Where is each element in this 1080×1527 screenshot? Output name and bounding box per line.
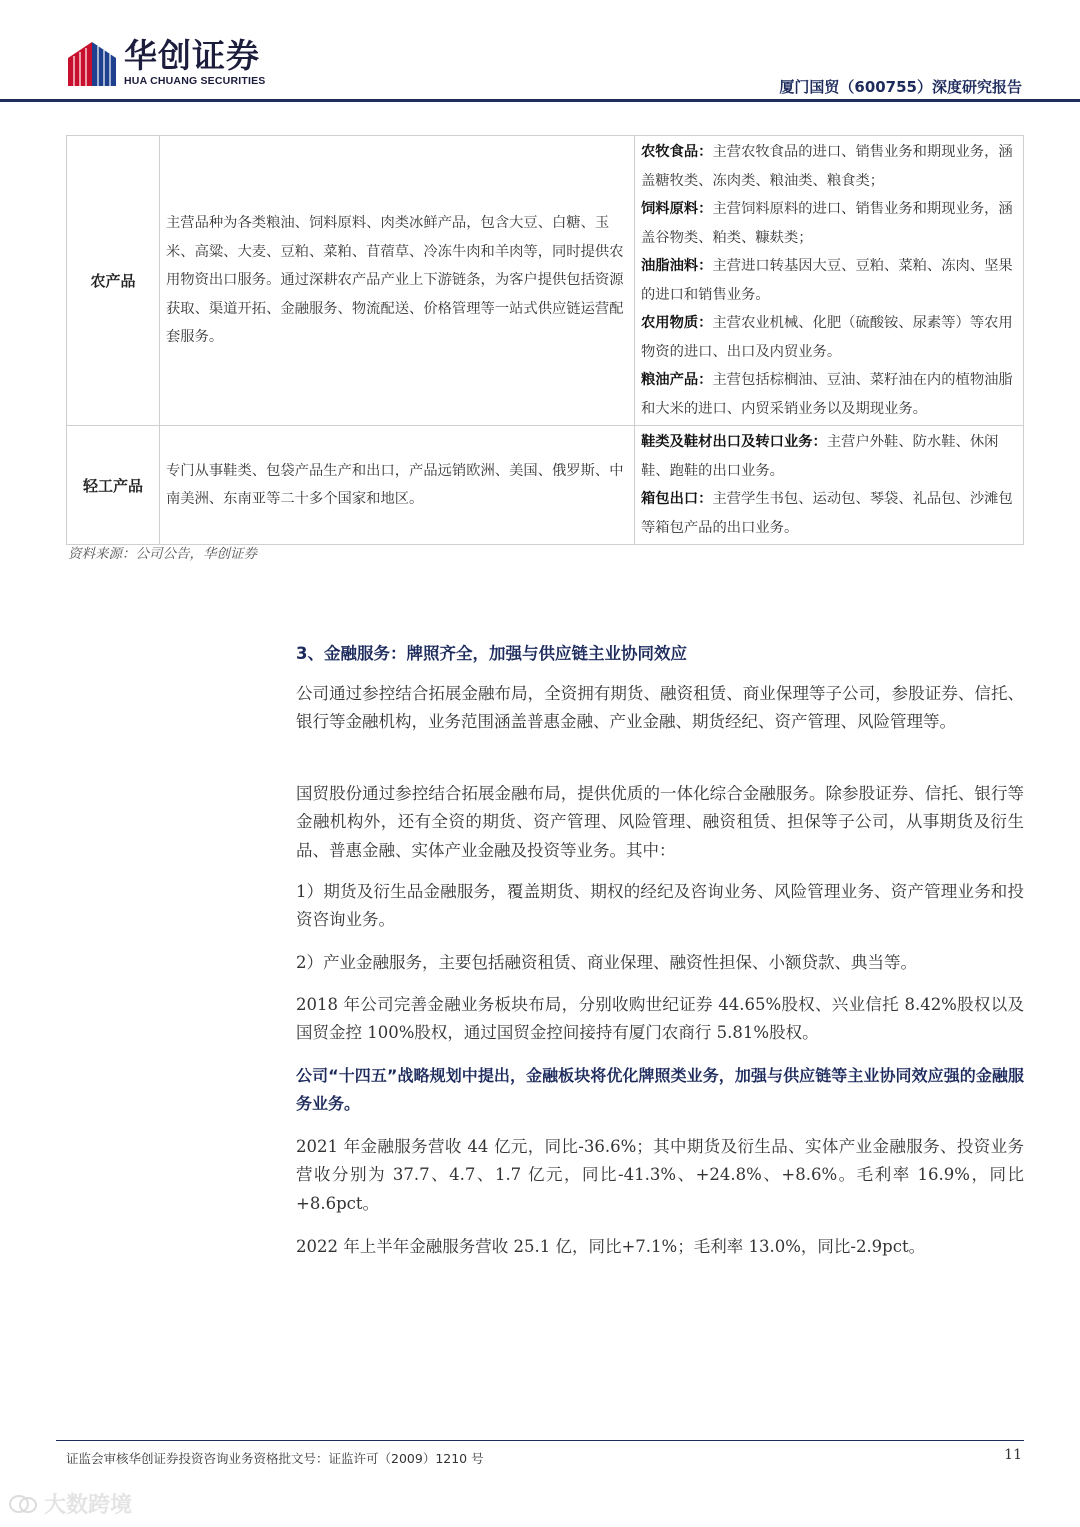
- details-cell: [635, 426, 1024, 545]
- category-cell: 农产品: [67, 136, 160, 426]
- paragraph: 2018 年公司完善金融业务板块布局，分别收购世纪证券 44.65%股权、兴业信托 8.42%股权以及国贸金控 100%股权，通过国贸金控间接持有厦门农商行 5.81%股权。: [296, 995, 1024, 1043]
- table-row: [67, 136, 1024, 426]
- paragraph: 2）产业金融服务，主要包括融资租赁、商业保理、融资性担保、小额贷款、典当等。: [296, 953, 917, 972]
- category-cell: 轻工产品: [67, 426, 160, 545]
- page-number: 11: [1004, 1447, 1022, 1463]
- paragraph: 1）期货及衍生品金融服务，覆盖期货、期权的经纪及咨询业务、风险管理业务、资产管理业务和投资咨询业务。: [296, 882, 1024, 930]
- watermark-text: 大数跨境: [44, 1493, 133, 1518]
- detail-item: 粮油产品：主营包括棕榈油、豆油、菜籽油在内的植物油脂和大米的进口、内贸采销业务以及期现业务。: [641, 372, 1013, 417]
- paragraph: 国贸股份通过参控结合拓展金融布局，提供优质的一体化综合金融服务。除参股证券、信托、银行等金融机构外，还有全资的期货、资产管理、风险管理、融资租赁、担保等子公司，从事期货及衍生品、普惠金融、实体产业金融及投资等业务。其中：: [296, 784, 1024, 860]
- business-table: [66, 135, 1024, 545]
- watermark-icon: [8, 1492, 38, 1516]
- detail-item: 油脂油料：主营进口转基因大豆、豆粕、菜粕、冻肉、坚果的进口和销售业务。: [641, 258, 1013, 303]
- detail-item: 饲料原料：主营饲料原料的进口、销售业务和期现业务，涵盖谷物类、粕类、糠麸类；: [641, 201, 1013, 246]
- hua-chuang-logo-icon: [68, 38, 116, 86]
- paragraph: 2021 年金融服务营收 44 亿元，同比-36.6%；其中期货及衍生品、实体产业金融服务、投资业务营收分别为 37.7、4.7、1.7 亿元，同比-41.3%、+24.8%、+8.6%。毛利率 16.9%，同比+8.6pct。: [296, 1137, 1024, 1213]
- footer-divider: [56, 1440, 1024, 1441]
- header-divider: [0, 99, 1080, 102]
- description-cell: 主营品种为各类粮油、饲料原料、肉类冰鲜产品，包含大豆、白糖、玉米、高粱、大麦、豆粕、菜粕、苜蓿草、冷冻牛肉和羊肉等，同时提供农用物资出口服务。通过深耕农产品产业上下游链条，为客户提供包括资源获取、渠道开拓、金融服务、物流配送、价格管理等一站式供应链运营配套服务。: [160, 136, 635, 426]
- logo-english: HUA CHUANG SECURITIES: [124, 75, 266, 87]
- report-title: 厦门国贸（600755）深度研究报告: [779, 78, 1022, 96]
- section-title: 3、金融服务：牌照齐全，加强与供应链主业协同效应: [296, 644, 687, 663]
- details-cell: [635, 136, 1024, 426]
- table-row: [67, 426, 1024, 545]
- paragraph: 2022 年上半年金融服务营收 25.1 亿，同比+7.1%；毛利率 13.0%，同比-2.9pct。: [296, 1237, 926, 1256]
- watermark: [8, 1488, 132, 1519]
- page-header: [0, 0, 1080, 106]
- detail-item: 农牧食品：主营农牧食品的进口、销售业务和期现业务，涵盖糖牧类、冻肉类、粮油类、粮食类；: [641, 144, 1013, 189]
- table-source: 资料来源：公司公告，华创证券: [68, 546, 257, 562]
- detail-item: 箱包出口：主营学生书包、运动包、琴袋、礼品包、沙滩包等箱包产品的出口业务。: [641, 491, 1013, 536]
- paragraph: 公司通过参控结合拓展金融布局，全资拥有期货、融资租赁、商业保理等子公司，参股证券、信托、银行等金融机构，业务范围涵盖普惠金融、产业金融、期货经纪、资产管理、风险管理等。: [296, 684, 1024, 732]
- description-cell: 专门从事鞋类、包袋产品生产和出口，产品远销欧洲、美国、俄罗斯、中南美洲、东南亚等二十多个国家和地区。: [160, 426, 635, 545]
- logo-chinese: 华创证券: [124, 36, 260, 75]
- detail-item: 鞋类及鞋材出口及转口业务：主营户外鞋、防水鞋、休闲鞋、跑鞋的出口业务。: [641, 434, 999, 479]
- bold-paragraph: 公司“十四五”战略规划中提出，金融板块将优化牌照类业务，加强与供应链等主业协同效应强的金融服务业务。: [296, 1066, 1024, 1114]
- detail-item: 农用物质：主营农业机械、化肥（硫酸铵、尿素等）等农用物资的进口、出口及内贸业务。: [641, 315, 1013, 360]
- footer-text: 证监会审核华创证券投资咨询业务资格批文号：证监许可（2009）1210 号: [66, 1451, 484, 1466]
